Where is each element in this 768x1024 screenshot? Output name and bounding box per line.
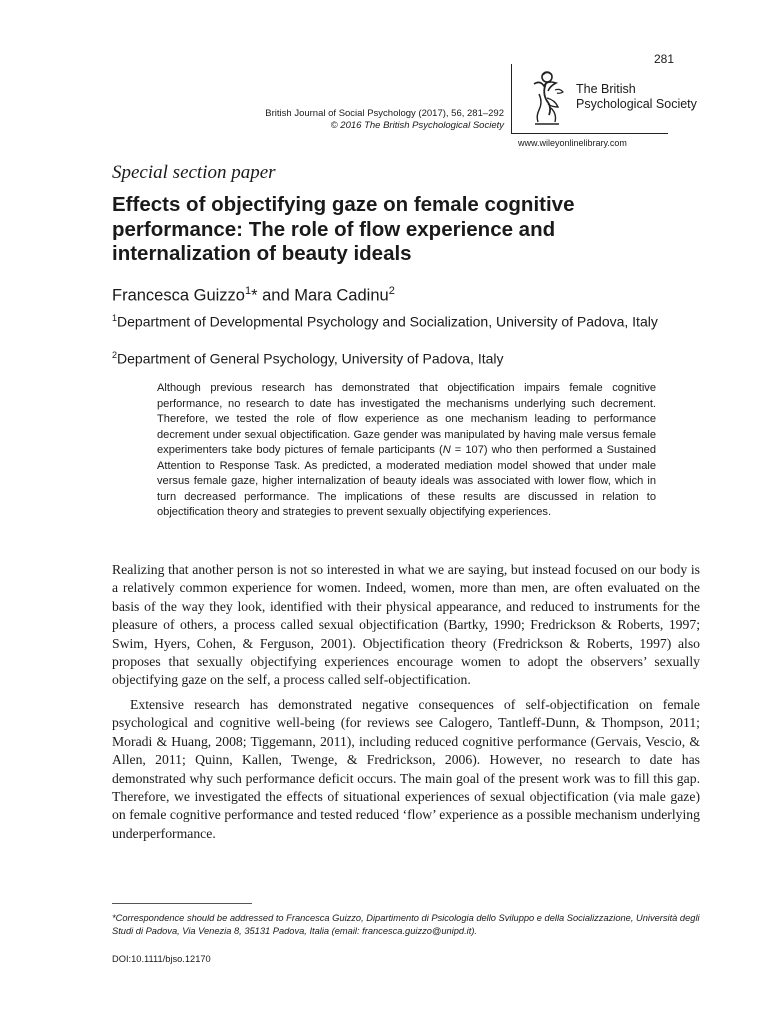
author-name: Francesca Guizzo (112, 286, 245, 305)
affiliation (112, 309, 709, 331)
abstract-sample-symbol: N (442, 444, 451, 456)
paper-title: Effects of objectifying gaze on female cognitive performance: The role of flow experience and internalization of beauty ideals (112, 193, 575, 265)
author-name: Mara Cadinu (294, 286, 389, 305)
correspondence-footnote: *Correspondence should be addressed to Francesca Guizzo, Dipartimento di Psicologia dello Sviluppo e della Socializzazione, Università degli Studi di Padova, Via Venezia 8, 35131 Padova, Italia (email: francesca.guizzo@unipd.it). (112, 913, 700, 937)
header-horizontal-rule (511, 133, 668, 134)
publisher-name-line1: The British (576, 82, 636, 96)
affiliation-text: Department of General Psychology, University of Padova, Italy (117, 350, 504, 367)
corresponding-author-mark: * (251, 286, 258, 305)
doi: DOI:10.1111/bjso.12170 (112, 954, 211, 964)
section-label: Special section paper (112, 162, 276, 183)
publisher-name (576, 82, 716, 112)
copyright-line: © 2016 The British Psychological Society (330, 120, 504, 131)
author-line (112, 285, 395, 306)
abstract-text: Although previous research has demonstrated that objectification impairs female cognitive performance, no research to date has investigated the mechanisms underlying such decrement. Therefore, we tested the role of flow experience as one mechanism leading to performance decrement under sexual objectification. Gaze gender was manipulated by having male versus female experimenters take body pictures of female participants ( (157, 382, 656, 456)
body-paragraph: Realizing that another person is not so interested in what we are saying, but instead focused on our body is a relatively common experience for women. Indeed, women, more than men, are often evaluated on the basis of the way they look, identified with their physical appearance, and reduced to instruments for the pleasure of others, a process called sexual objectification (Bartky, 1990; Fredrickson & Roberts, 1997; Swim, Hyers, Cohen, & Ferguson, 2001). Objectification theory (Fredrickson & Roberts, 1997) also proposes that sexually objectifying experiences encourage women to adopt the observers’ sexually objectifying gaze on the self, a process called self-objectification. (112, 562, 700, 688)
affiliation-mark: 1 (112, 313, 118, 323)
footnote-rule (112, 903, 252, 904)
website-link[interactable]: www.wileyonlinelibrary.com (518, 138, 627, 148)
abstract-text: = 107) who then performed a Sustained Attention to Response Task. As predicted, a moderated mediation model showed that under male versus female gaze, higher internalization of beauty ideals was associated with lower flow, which in turn decreased performance. The implications of these results are discussed in relation to objectification theory and strategies to prevent sexually objectifying experiences. (157, 444, 656, 518)
affiliation-text: Department of Developmental Psychology and Socialization, University of Padova, Italy (117, 313, 658, 330)
bps-psyche-logo-icon (529, 68, 567, 128)
affiliation (112, 346, 702, 368)
body-paragraph: Extensive research has demonstrated negative consequences of self-objectification on female psychological and cognitive well-being (for reviews see Calogero, Tantleff-Dunn, & Thompson, 2011; Moradi & Huang, 2008; Tiggemann, 2011), including reduced cognitive performance (Gervais, Vescio, & Allen, 2011; Quinn, Kallen, Twenge, & Fredrickson, 2006). However, no research to date has demonstrated why such performance deficit occurs. The main goal of the present work was to fill this gap. Therefore, we investigated the effects of situational experiences of sexual objectification (via male gaze) on female cognitive performance and tested reduced ‘flow’ experience as a possible mechanism underlying underperformance. (112, 697, 700, 841)
author-conjunction: and (257, 286, 295, 305)
author-affiliation-mark: 1 (244, 285, 252, 297)
publisher-name-line2: Psychological Society (576, 97, 697, 111)
author-affiliation-mark: 2 (388, 285, 395, 297)
affiliation-mark: 2 (112, 350, 118, 360)
page-number: 281 (653, 52, 674, 66)
header-vertical-rule (511, 64, 512, 134)
abstract (157, 381, 656, 521)
journal-citation: British Journal of Social Psychology (2017), 56, 281–292 (265, 108, 504, 119)
